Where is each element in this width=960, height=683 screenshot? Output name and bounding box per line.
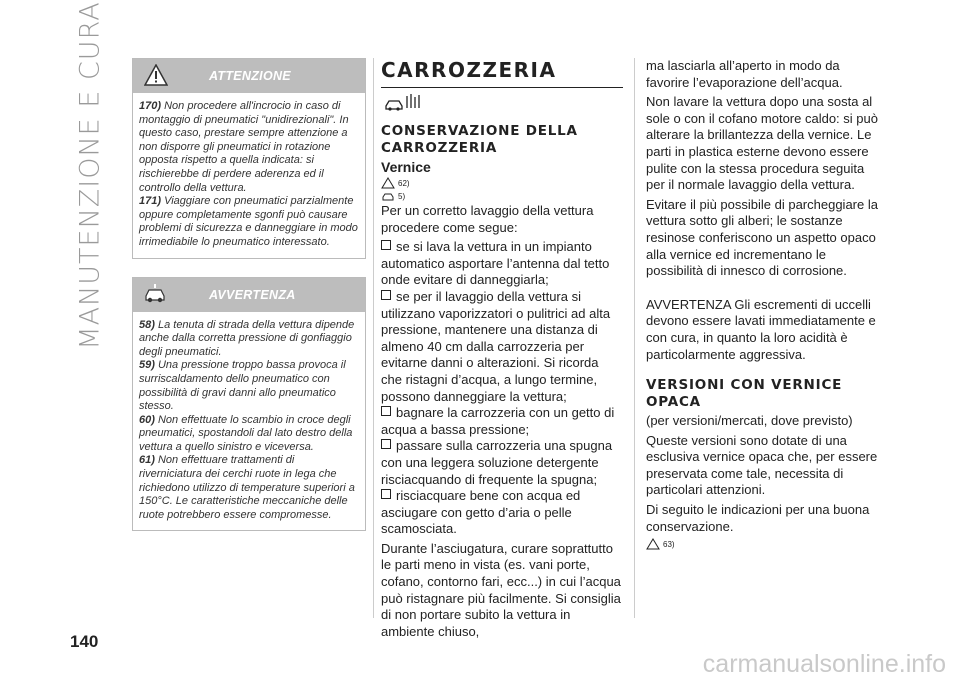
reference: 62) [381, 177, 623, 189]
note-item: 170) Non procedere all'incrocio in caso di montaggio di pneumatici "unidirezionali". In questo caso, prestare sempre attenzione a non disporre gli pneumatici in rotazione opposta rispetto a quella indicata: si rischierebbe di perdere aderenza ed il controllo della vettura. [139, 100, 349, 194]
bullet-item: passare sulla carrozzeria una spugna con una leggera soluzione detergente risciacquando di frequente la spugna; [381, 438, 613, 487]
middle-column [381, 58, 623, 643]
avvertenza-box [132, 277, 366, 532]
checkbox-bullet-icon [381, 290, 391, 300]
paragraph: AVVERTENZA Gli escrementi di uccelli devono essere lavati immediatamente e con cura, in quanto la loro acidità è particolarmente aggressiva. [646, 296, 876, 362]
attenzione-title: ATTENZIONE [209, 69, 291, 83]
left-column [132, 58, 366, 549]
checkbox-bullet-icon [381, 439, 391, 449]
avvertenza-title: AVVERTENZA [209, 287, 296, 302]
bullet-item: bagnare la carrozzeria con un getto di acqua a bassa pressione; [381, 405, 615, 437]
note-item: 61) Non effettuare trattamenti di riverniciatura dei cerchi ruote in lega che richiedono utilizzo di temperature superiori a 150°C. Le caratteristiche meccaniche delle ruote potrebbero essere compromesse. [139, 454, 355, 521]
checkbox-bullet-icon [381, 489, 391, 499]
subheading: CONSERVAZIONE DELLA CARROZZERIA [381, 123, 578, 156]
car-ref-icon [381, 190, 395, 202]
warning-triangle-icon [144, 64, 168, 86]
subsection-title: Vernice [381, 159, 431, 175]
column-divider [373, 58, 374, 618]
paragraph: Non lavare la vettura dopo una sosta al sole o con il cofano motore caldo: si può alterare la brillantezza della vernice. Le parti in plastica esterne devono essere pulite con la stessa procedura seguita per il normale lavaggio della vettura. [646, 94, 878, 193]
reference: 63) [646, 538, 882, 550]
column-divider [634, 58, 635, 618]
note-item: 59) Una pressione troppo bassa provoca il surriscaldamento dello pneumatico con possibilità di gravi danni allo pneumatico stesso. [139, 359, 346, 413]
reference: 5) [381, 190, 623, 202]
warning-ref-icon [646, 538, 660, 550]
bullet-item: risciacquare bene con acqua ed asciugare con getto d’aria o pelle scamosciata. [381, 488, 581, 537]
paragraph: Per un corretto lavaggio della vettura procedere come segue: [381, 203, 594, 235]
watermark: carmanualsonline.info [702, 650, 946, 678]
section-heading: CARROZZERIA [381, 58, 623, 88]
subheading: VERSIONI CON VERNICE OPACA [646, 377, 843, 411]
note-item: 60) Non effettuate lo scambio in croce degli pneumatici, spostandoli dal lato destro della vettura a quello sinistro e viceversa. [139, 413, 353, 453]
warning-ref-icon [381, 177, 395, 189]
paragraph: Evitare il più possibile di parcheggiare la vettura sotto gli alberi; le sostanze resinose conferiscono un aspetto opaco alla vernice ed incrementano le possibilità di innesco di corrosione. [646, 196, 878, 279]
checkbox-bullet-icon [381, 240, 391, 250]
right-column [646, 58, 882, 551]
car-wash-icon [383, 92, 423, 112]
checkbox-bullet-icon [381, 406, 391, 416]
attenzione-box [132, 58, 366, 259]
paragraph: (per versioni/mercati, dove previsto) [646, 413, 853, 429]
car-warning-icon [142, 283, 168, 305]
bullet-item: se per il lavaggio della vettura si utilizzano vaporizzatori o pulitrici ad alta pressione, mantenere una distanza di almeno 40 cm dalla carrozzeria per evitarne danni o alterazioni. Si ricorda che ristagni d’acqua, a lungo termine, possono danneggiare la vettura; [381, 288, 611, 404]
paragraph: Durante l’asciugatura, curare soprattutto le parti meno in vista (es. vani porte, cofano, contorno fari, ecc...) in cui l’acqua può ristagnare più facilmente. Si consiglia di non portare subito la vettura in ambiente chiuso, [381, 540, 621, 639]
page-number: 140 [70, 632, 99, 651]
bullet-item: se si lava la vettura in un impianto automatico asportare l’antenna dal tetto onde evitare di danneggiarla; [381, 239, 610, 288]
side-chapter-title: MANUTENZIONE E CURA [74, 1, 106, 350]
paragraph: Di seguito le indicazioni per una buona conservazione. [646, 502, 870, 534]
note-item: 58) La tenuta di strada della vettura dipende anche dalla corretta pressione di gonfiaggio degli pneumatici. [139, 318, 355, 358]
paragraph: Queste versioni sono dotate di una esclusiva vernice opaca che, per essere preservata come tale, necessita di particolari attenzioni. [646, 432, 878, 498]
paragraph: ma lasciarla all’aperto in modo da favorire l’evaporazione dell’acqua. [646, 58, 843, 90]
note-item: 171) Viaggiare con pneumatici parzialmente oppure completamente sgonfi può causare problemi di sicurezza e danneggiare in modo irrimediabile lo pneumatico interessato. [139, 195, 358, 248]
